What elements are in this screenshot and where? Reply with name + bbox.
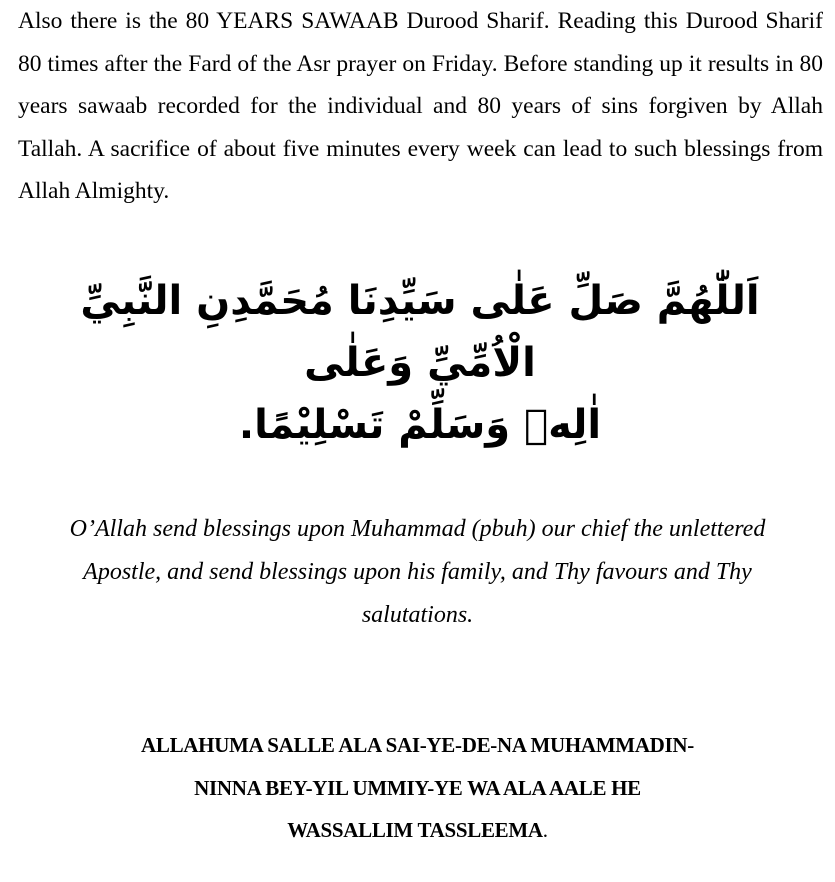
transliteration-line-1: ALLAHUMA SALLE ALA SAI-YE-DE-NA MUHAMMADIN- [141, 733, 694, 757]
intro-paragraph: Also there is the 80 YEARS SAWAAB Durood Sharif. Reading this Durood Sharif 80 times after the Fard of the Asr prayer on Friday. Before standing up it results in 80 years sawaab recorded for the individual and 80 years of sins forgiven by Allah Tallah. A sacrifice of about five minutes every week can lead to such blessings from Allah Almighty. [18, 8, 823, 204]
transliteration-line-3-text: WASSALLIM TASSLEEMA [287, 818, 543, 842]
arabic-line-1: اَللّٰهُمَّ صَلِّ عَلٰى سَيِّدِنَا مُحَمَّدِنِ النَّبِيِّ الْاُمِّيِّ وَعَلٰى [80, 278, 760, 386]
transliteration-line-3 [60, 809, 775, 852]
arabic-durood-text [80, 270, 760, 456]
transliteration-end-period: . [542, 818, 548, 842]
transliteration-line-2: NINNA BEY-YIL UMMIY-YE WA ALA AALE HE [194, 775, 641, 800]
english-translation: O’Allah send blessings upon Muhammad (pbuh) our chief the unlettered Apostle, and send blessings upon his family, and Thy favours and Thy salutations. [69, 516, 766, 628]
transliteration [60, 724, 775, 852]
arabic-line-2: اٰلِهٖ وَسَلِّمْ تَسْلِيْمًا. [238, 402, 602, 448]
